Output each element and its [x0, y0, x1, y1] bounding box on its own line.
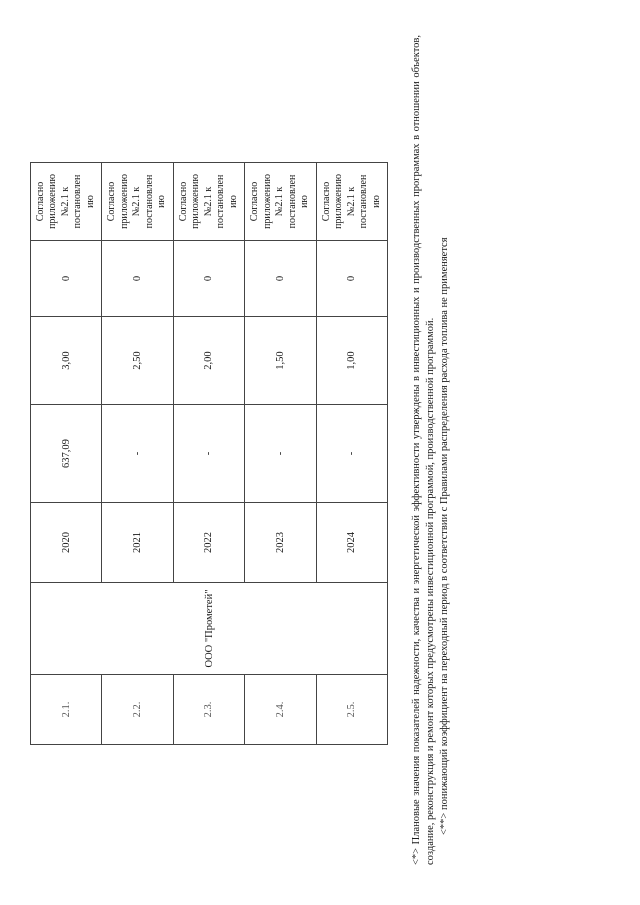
reference-note-line: Согласно — [320, 181, 332, 222]
value-cell: - — [245, 405, 316, 503]
reference-note — [316, 163, 387, 241]
reference-note-line: ию — [156, 195, 168, 208]
value-cell: - — [173, 405, 244, 503]
year-cell: 2024 — [316, 503, 387, 583]
row-number: 2.3. — [173, 675, 244, 745]
reference-note-line: постановлен — [358, 174, 370, 229]
coefficient-cell: 3,00 — [31, 317, 102, 405]
row-number: 2.4. — [245, 675, 316, 745]
table-body — [31, 163, 388, 745]
year-cell: 2020 — [31, 503, 102, 583]
reference-note-line: ию — [84, 195, 96, 208]
reference-note-line: постановлен — [143, 174, 155, 229]
footnote-2: <**> понижающий коэффициент на переходный период в соответствии с Правилами распределения расхода топлива не применяется — [439, 237, 450, 835]
reference-note-line: №2.1 к — [202, 186, 214, 217]
value-cell: - — [102, 405, 173, 503]
reference-note-line: ию — [370, 195, 382, 208]
reference-note-line: постановлен — [215, 174, 227, 229]
year-cell: 2021 — [102, 503, 173, 583]
row-number: 2.2. — [102, 675, 173, 745]
reference-note-line: приложению — [333, 174, 345, 229]
reference-note — [173, 163, 244, 241]
reference-note-line: Согласно — [106, 181, 118, 222]
row-number: 2.1. — [31, 675, 102, 745]
reference-note-line: №2.1 к — [59, 186, 71, 217]
row-number: 2.5. — [316, 675, 387, 745]
table-row — [31, 163, 102, 745]
coefficient-cell: 1,00 — [316, 317, 387, 405]
zero-cell: 0 — [102, 241, 173, 317]
tariff-table — [30, 162, 388, 745]
reference-note-line: №2.1 к — [131, 186, 143, 217]
reference-note-line: приложению — [190, 174, 202, 229]
reference-note-line: приложению — [47, 174, 59, 229]
coefficient-cell: 2,50 — [102, 317, 173, 405]
zero-cell: 0 — [245, 241, 316, 317]
reference-note-line: Согласно — [177, 181, 189, 222]
footnote-1: <*> Плановые значения показателей надежности, качества и энергетической эффективности утверждены в инвестиционных и производственных программах в отношении объектов, создание, реконструкция и ремонт которых предусмотрены инвестиционной программой, производственной программой. — [411, 35, 436, 865]
reference-note-line: постановлен — [72, 174, 84, 229]
company-name: ООО "Прометей" — [31, 583, 388, 675]
reference-note-line: Согласно — [249, 181, 261, 222]
footnotes — [410, 35, 452, 865]
value-cell: 637,09 — [31, 405, 102, 503]
value-cell: - — [316, 405, 387, 503]
coefficient-cell: 1,50 — [245, 317, 316, 405]
reference-note — [245, 163, 316, 241]
coefficient-cell: 2,00 — [173, 317, 244, 405]
reference-note — [31, 163, 102, 241]
reference-note-line: приложению — [118, 174, 130, 229]
year-cell: 2022 — [173, 503, 244, 583]
reference-note-line: Согласно — [34, 181, 46, 222]
reference-note-line: №2.1 к — [345, 186, 357, 217]
zero-cell: 0 — [173, 241, 244, 317]
reference-note-line: ию — [227, 195, 239, 208]
zero-cell: 0 — [31, 241, 102, 317]
reference-note — [102, 163, 173, 241]
reference-note-line: ию — [299, 195, 311, 208]
reference-note-line: приложению — [261, 174, 273, 229]
reference-note-line: постановлен — [286, 174, 298, 229]
zero-cell: 0 — [316, 241, 387, 317]
reference-note-line: №2.1 к — [274, 186, 286, 217]
year-cell: 2023 — [245, 503, 316, 583]
